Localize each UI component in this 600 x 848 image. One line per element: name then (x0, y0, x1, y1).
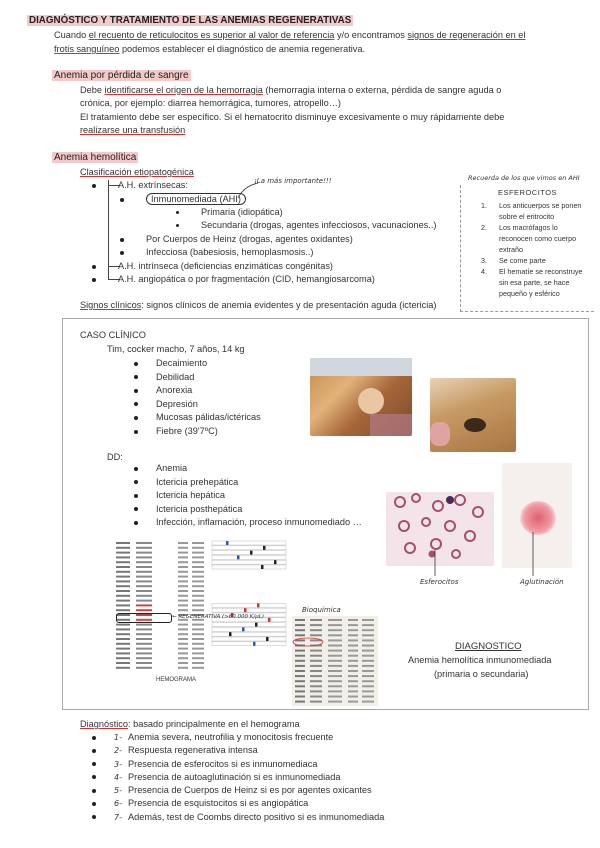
dd-item-label: Infección, inflamación, proceso inmunomediado … (156, 517, 362, 528)
intro-underlined-frotis: frotis sanguíneo (54, 44, 120, 54)
diagnostico-item (92, 744, 384, 757)
item-angiopatica (92, 273, 375, 286)
diagnostico-item (92, 771, 384, 784)
caso-sign-item (134, 425, 261, 439)
item-angiopatica-label: A.H. angiopática o por fragmentación (CID, hemangiosarcoma) (118, 274, 375, 284)
signos-clinicos-text: : signos clínicos de anemia evidentes y de presentación aguda (ictericia) (141, 300, 437, 310)
diagnostico-item-number: 3- (114, 759, 122, 769)
dog-photo-1 (310, 358, 412, 436)
regenerativa-note: ← REGENERATIVA (>60.000 K/µL) (172, 614, 264, 620)
bullet-icon (92, 265, 96, 269)
blood-smear-photo (386, 492, 494, 566)
bullet-icon (134, 521, 138, 525)
side-note-item-line: sin esa parte, se hace (499, 278, 570, 287)
section-heading-hemolitica: Anemia hemolítica (54, 152, 137, 163)
side-note-item-line: Los anticuerpos se ponen (499, 201, 582, 210)
hemograma-label: HEMOGRAMA (156, 677, 197, 683)
diagnostico-item-number: 7- (114, 812, 122, 822)
bullet-icon (120, 238, 124, 242)
diagnostico-item-number: 4- (114, 772, 122, 782)
diagnostico-item-number: 2- (114, 746, 122, 756)
diagnostico-item-number: 6- (114, 799, 122, 809)
bullet-icon (92, 762, 96, 766)
side-note-item-line: pequeño y esférico (499, 289, 560, 298)
caso-title: CASO CLÍNICO (80, 330, 146, 340)
bullet-icon (134, 430, 138, 434)
caso-signs-list (134, 357, 261, 439)
bullet-icon (92, 736, 96, 740)
caso-patient: Tim, cocker macho, 7 años, 14 kg (107, 344, 245, 354)
diagnostico-list (92, 731, 384, 824)
caso-diagnostico-line-1: Anemia hemolítica inmunomediada (408, 655, 552, 665)
caso-sign-item-label: Depresión (156, 398, 198, 409)
side-note-list (461, 200, 594, 299)
bullet-icon (92, 802, 96, 806)
bullet-icon (134, 494, 138, 498)
diagnostico-item-text: Presencia de esferocitos si es inmunomediaca (128, 758, 318, 769)
side-note-item-line: reconocen como cuerpo (499, 234, 577, 243)
diagnostico-label: Diagnóstico (80, 719, 129, 729)
side-note-item-text (499, 266, 583, 299)
bioquimica-table (292, 616, 378, 706)
bullet-icon (134, 389, 138, 393)
hemorragia-line-2: crónica, por ejemplo: diarrea hemorrágica, tumores, atropello…) (80, 98, 341, 108)
side-note-handwritten: Recuerda de los que vimos en AHI (468, 174, 580, 182)
ahi-handwritten-note: ¡La más importante!!! (254, 177, 332, 185)
hemograma-circle (116, 613, 172, 623)
document-title: DIAGNÓSTICO Y TRATAMIENTO DE LAS ANEMIAS REGENERATIVAS (29, 15, 352, 26)
intro-text: Cuando (54, 30, 89, 40)
caso-sign-item-label: Decaimiento (156, 358, 208, 368)
dd-item-label: Ictericia posthepática (156, 503, 243, 514)
caso-diagnostico-line-2: (primaria o secundaria) (434, 669, 529, 679)
bioquimica-image (292, 616, 378, 706)
item-primaria-label: Primaria (idiopática) (201, 207, 283, 217)
side-note-box (460, 185, 594, 312)
hemorragia-text: Debe (80, 85, 105, 95)
side-note-item (461, 266, 594, 299)
signos-clinicos-label: Signos clínicos (80, 300, 142, 310)
side-note-item-number: 3. (481, 256, 487, 265)
bullet-icon (92, 775, 96, 779)
side-note-item (461, 255, 594, 266)
side-note-item-line: sobre el eritrocito (499, 212, 555, 221)
item-secundaria-label: Secundaria (drogas, agentes infecciosos, vacunaciones..) (201, 220, 437, 230)
bullet-icon (134, 362, 138, 366)
hemorragia-line-4: realizarse una transfusión (80, 125, 186, 135)
diagnostico-item-text: Presencia de autoaglutinación si es inmunomediada (128, 771, 341, 782)
bullet-icon (92, 184, 96, 188)
bullet-icon (134, 375, 138, 379)
dd-item-label: Ictericia prehepática (156, 476, 239, 487)
side-note-item-text (499, 200, 581, 222)
dd-item (134, 489, 362, 503)
diagnostico-text: : basado principalmente en el hemograma (128, 719, 300, 729)
caso-sign-item (134, 398, 261, 412)
hemograma-image (116, 540, 292, 674)
hemorragia-line-1 (80, 84, 501, 97)
caso-sign-item-label: Mucosas pálidas/ictéricas (156, 412, 261, 423)
diagnostico-item (92, 784, 384, 797)
bullet-icon (134, 480, 138, 484)
item-intrinseca (92, 260, 333, 273)
item-secundaria (176, 219, 436, 232)
dd-item (134, 476, 362, 490)
caso-diagnostico-title: DIAGNOSTICO (455, 641, 522, 652)
bullet-icon (134, 416, 138, 420)
section-heading-hemorragia: Anemia por pérdida de sangre (54, 70, 189, 81)
diagnostico-item (92, 811, 384, 824)
esferocitos-label: Esferocitos (420, 578, 459, 586)
dd-item-label: Ictericia hepática (156, 490, 225, 501)
diagnostico-item-text: Respuesta regenerativa intensa (128, 745, 258, 756)
bullet-icon (120, 198, 124, 202)
diagnostico-item-text: Anemia severa, neutrofilia y monocitosis frecuente (128, 732, 334, 742)
side-note-item-line: extraño (499, 245, 523, 254)
side-note-item (461, 200, 594, 222)
clasificacion-heading: Clasificación etiopatogénica (80, 167, 194, 177)
caso-sign-item (134, 357, 261, 371)
item-ahi (120, 193, 246, 206)
bullet-icon (92, 749, 96, 753)
bullet-icon (134, 507, 138, 511)
dog-eye-photo (430, 378, 516, 452)
bullet-icon (120, 251, 124, 255)
item-extrinsecas-label: A.H. extrínsecas: (118, 180, 188, 190)
item-ahi-label: Inmunomediada (AHI) (146, 193, 246, 205)
bullet-icon (92, 278, 96, 282)
item-infecciosa (120, 246, 314, 259)
dd-item (134, 516, 362, 530)
item-infecciosa-label: Infecciosa (babesiosis, hemoplasmosis..) (146, 247, 314, 257)
item-intrinseca-label: A.H. intrínseca (deficiencias enzimáticas congénitas) (118, 261, 333, 271)
dd-label: DD: (107, 452, 123, 462)
intro-line-2 (54, 43, 365, 56)
aglutinacion-label: Aglutinación (520, 578, 564, 586)
bullet-icon (134, 402, 138, 406)
hemograma-table (116, 540, 292, 674)
bullet-icon (92, 815, 96, 819)
side-note-item-number: 2. (481, 223, 487, 232)
diagnostico-heading (80, 718, 300, 731)
intro-line-1 (54, 29, 525, 42)
side-note-item-line: El hematíe se reconstruye (499, 267, 583, 276)
dd-item (134, 462, 362, 476)
hemorragia-text: (hemorragia interna o externa, pérdida de sangre aguda o (262, 85, 502, 95)
dd-list (134, 462, 362, 530)
dd-item (134, 503, 362, 517)
caso-sign-item-label: Debilidad (156, 371, 195, 382)
caso-sign-item (134, 411, 261, 425)
diagnostico-item-number: 5- (114, 786, 122, 796)
diagnostico-item-number: 1- (114, 733, 122, 742)
diagnostico-item-text: Presencia de esquistocitos si es angiopática (128, 798, 309, 809)
side-note-item-line: Se come parte (499, 256, 546, 265)
caso-sign-item-label: Fiebre (39'7ºC) (156, 425, 218, 436)
intro-underlined-signos: signos de regeneración en el (407, 30, 526, 40)
diagnostico-item-text: Presencia de Cuerpos de Heinz si es por agentes oxicantes (128, 785, 372, 796)
diagnostico-item (92, 797, 384, 810)
caso-sign-item (134, 371, 261, 385)
diagnostico-item (92, 731, 384, 744)
side-note-item-number: 4. (481, 267, 487, 276)
side-note-item-line: Los macrófagos lo (499, 223, 558, 232)
hemorragia-line-3: El tratamiento debe ser específico. Si el hematocrito disminuye excesivamente o muy rápidamente debe (80, 112, 505, 122)
side-note-item-number: 1. (481, 201, 487, 210)
item-heinz-label: Por Cuerpos de Heinz (drogas, agentes oxidantes) (146, 234, 353, 244)
intro-text: y/o encontramos (334, 30, 408, 40)
diagnostico-item (92, 758, 384, 771)
bioquimica-label: Bioquímica (302, 606, 341, 614)
side-note-title: ESFEROCITOS (497, 188, 558, 197)
side-note-item-text (499, 222, 576, 255)
arrow-icon (430, 548, 440, 578)
bullet-icon (92, 789, 96, 793)
caso-sign-item (134, 384, 261, 398)
arrow-icon (528, 530, 538, 578)
intro-underlined-reticulocitos: el recuento de reticulocitos es superior al valor de referencia (88, 30, 335, 40)
intro-text: podemos establecer el diagnóstico de anemia regenerativa. (119, 44, 366, 54)
dd-item-label: Anemia (156, 463, 188, 473)
item-extrinsecas (92, 179, 188, 192)
bullet-icon (176, 211, 179, 214)
side-note-item (461, 222, 594, 255)
caso-sign-item-label: Anorexia (156, 385, 193, 396)
item-primaria (176, 206, 283, 219)
item-heinz (120, 233, 353, 246)
diagnostico-item-text: Además, test de Coombs directo positivo si es inmunomediada (128, 811, 385, 822)
hemorragia-underlined-origen: identificarse el origen de la hemorragia (104, 85, 263, 95)
side-note-item-text (499, 255, 546, 266)
bullet-icon (134, 467, 138, 471)
signos-clinicos-line (80, 299, 436, 312)
bullet-icon (176, 224, 179, 227)
